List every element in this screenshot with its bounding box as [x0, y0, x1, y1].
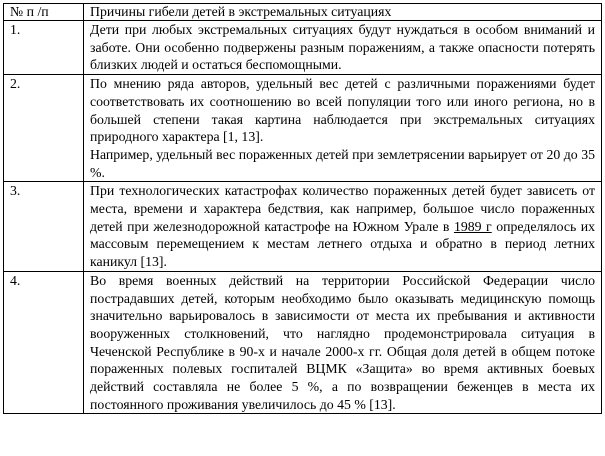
row-number: 2. [4, 75, 84, 182]
causes-table [3, 3, 602, 414]
table-row [4, 75, 602, 182]
row-text-continued: Например, удельный вес пораженных детей при землетрясении варьирует от 20 до 35 %. [90, 146, 595, 180]
row-text: Дети при любых экстремальных ситуациях будут нуждаться в особом вниманий и заботе. Они особенно подвержены разным поражениям, а также опасности потерять близких людей и остаться беспомощными. [84, 21, 602, 75]
row-text-cell [84, 182, 602, 272]
table-row [4, 271, 602, 414]
row-text-cell [84, 75, 602, 182]
table-header-row [4, 4, 602, 21]
row-number: 4. [4, 271, 84, 414]
table-row [4, 21, 602, 75]
row-number: 1. [4, 21, 84, 75]
row-number: 3. [4, 182, 84, 272]
header-cause-cell: Причины гибели детей в экстремальных ситуациях [84, 4, 602, 21]
row-text: По мнению ряда авторов, удельный вес детей с различными поражениями будет соответствовать их соотношению во всей популяции того или иного региона, но в большей степени такая картина наблюдается при экстремальных ситуациях природного характера [1, 13]. [90, 76, 595, 145]
row-text-rest: определялось их массовым перемещением к местам летнего отдыха и обратно в период летних каникул [13]. [90, 218, 596, 270]
header-number-cell: № п /п [4, 4, 84, 21]
row-text: Во время военных действий на территории Российской Федерации число пострадавших детей, которым необходимо было оказывать медицинскую помощь значительно варьировалось в зависимости от места их пребывания и активности вооруженных столкновений, что наглядно продемонстрировала ситуация в Чеченской Республике в 90-х и начале 2000-х гг. Общая доля детей в общем потоке пораженных полевых госпиталей ВЦМК «Защита» во время активных боевых действий составляла не более 5 %, а по возвращении беженцев в места их постоянного проживания увеличилось до 45 % [13]. [84, 271, 602, 414]
row-text: При технологических катастрофах количество пораженных детей будет зависеть от места, времени и характера бедствия, как например, большое число пораженных детей при железнодорожной катастрофе на Южном Урале в [90, 183, 595, 234]
table-row [4, 182, 602, 272]
row-text-year: 1989 г [453, 218, 492, 234]
